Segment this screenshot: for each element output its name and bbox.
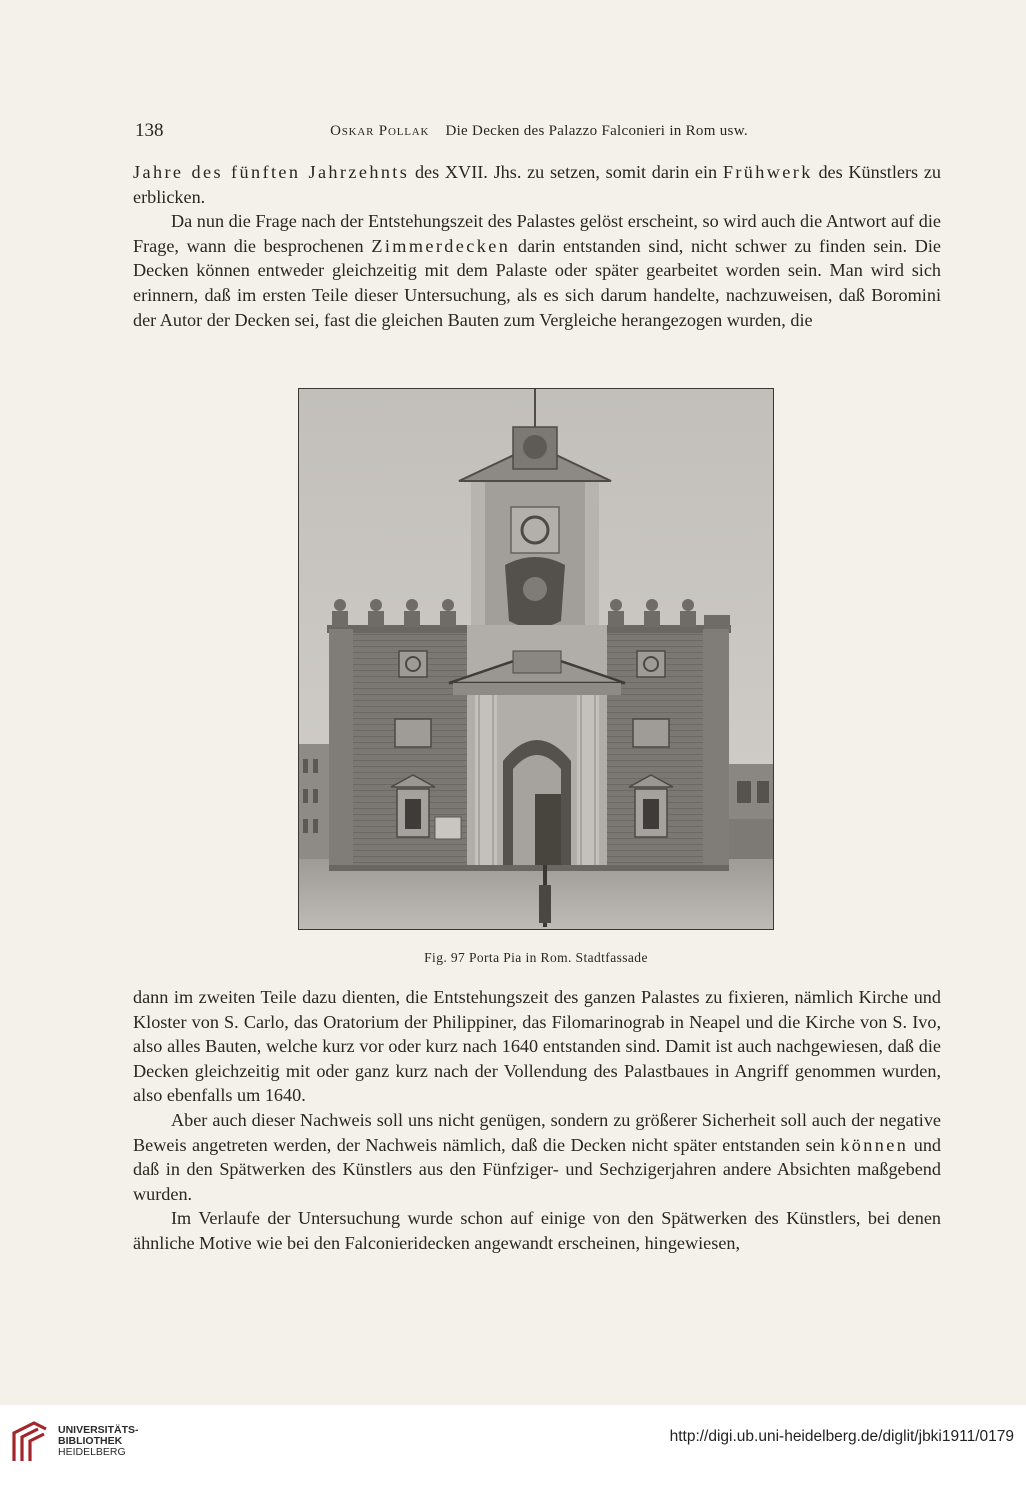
running-title: [135, 123, 943, 140]
figure-photograph: [298, 388, 774, 930]
header-spacer: [433, 123, 441, 139]
emphasis-spaced: Jahre des fünften Jahrzehnts: [133, 162, 410, 182]
paragraph: [133, 209, 941, 332]
text-run: und daß in den Spätwerken des Künstlers aus den Fünfziger- und Sechzigerjahren andere Absichten maßgebend wurden.: [133, 1134, 942, 1204]
emphasis-spaced: Frühwerk: [722, 162, 813, 182]
library-logo[interactable]: [10, 1421, 170, 1471]
running-header: [135, 120, 943, 142]
body-text-bottom: [133, 985, 941, 1256]
logo-line: BIBLIOTHEK: [58, 1435, 123, 1447]
page-number: 138: [135, 120, 164, 141]
library-logo-icon: [10, 1421, 50, 1465]
emphasis-spaced: Zimmerdecken: [371, 235, 511, 256]
emphasis-spaced: können: [840, 1134, 909, 1155]
text-run: darin entstanden sind, nicht schwer zu finden sein. Die Decken können entweder gleichzeitig mit dem Palaste oder später gearbeitet worden sein. Man wird sich erinnern, daß im ersten Teile dieser Untersuchung, als es sich darum handelte, nachzuweisen, daß Boromini der Autor der Decken sei, fast die gleichen Bauten zum Vergleiche herangezogen wurden, die: [133, 235, 941, 330]
paragraph: Im Verlaufe der Untersuchung wurde schon auf einige von den Spätwerken des Künstlers, bei denen ähnliche Motive wie bei den Falconieridecken angewandt erscheinen, hingewiesen,: [133, 1208, 941, 1253]
library-logo-text: [58, 1425, 139, 1458]
text-run: Aber auch dieser Nachweis soll uns nicht genügen, sondern zu größerer Sicherheit soll auch der negative Beweis angetreten werden, der Nachweis nämlich, daß die Decken nicht später entstanden sein: [133, 1109, 941, 1155]
paragraph: [133, 1108, 941, 1206]
digitization-footer: [0, 1405, 1026, 1485]
figure-caption: Fig. 97 Porta Pia in Rom. Stadtfassade: [424, 950, 648, 965]
paragraph: dann im zweiten Teile dazu dienten, die Entstehungszeit des ganzen Palastes zu fixieren, nämlich Kirche und Kloster von S. Carlo, das Oratorium der Philippiner, das Filomarinograb in Neapel und die Kirche von S. Ivo, also alles Bauten, welche kurz vor oder kurz nach 1640 entstanden sind. Damit ist auch nachgewiesen, daß die Decken gleichzeitig mit oder ganz kurz nach der Vollendung des Palastbaues in Angriff genommen wurden, also ebenfalls um 1640.: [133, 987, 941, 1106]
logo-line: HEIDELBERG: [58, 1446, 126, 1458]
header-title: Die Decken des Palazzo Falconieri in Rom usw.: [445, 123, 748, 139]
source-url-link[interactable]: http://digi.ub.uni-heidelberg.de/diglit/jbki1911/0179: [669, 1428, 1014, 1445]
body-text-top: [133, 160, 941, 332]
porta-pia-illustration: [299, 389, 774, 930]
text-run: des XVII. Jhs. zu setzen, somit darin ein: [409, 162, 723, 182]
logo-line: UNIVERSITÄTS-: [58, 1424, 139, 1436]
text-run: Da nun die Frage nach der Entstehungszeit des Palastes gelöst erscheint, so wird auch die Antwort auf die Frage, wann die besprochenen: [133, 211, 941, 256]
text-run: des Künstlers zu erblicken.: [133, 162, 941, 207]
header-author: Oskar Pollak: [330, 123, 430, 139]
paragraph: [133, 160, 941, 209]
